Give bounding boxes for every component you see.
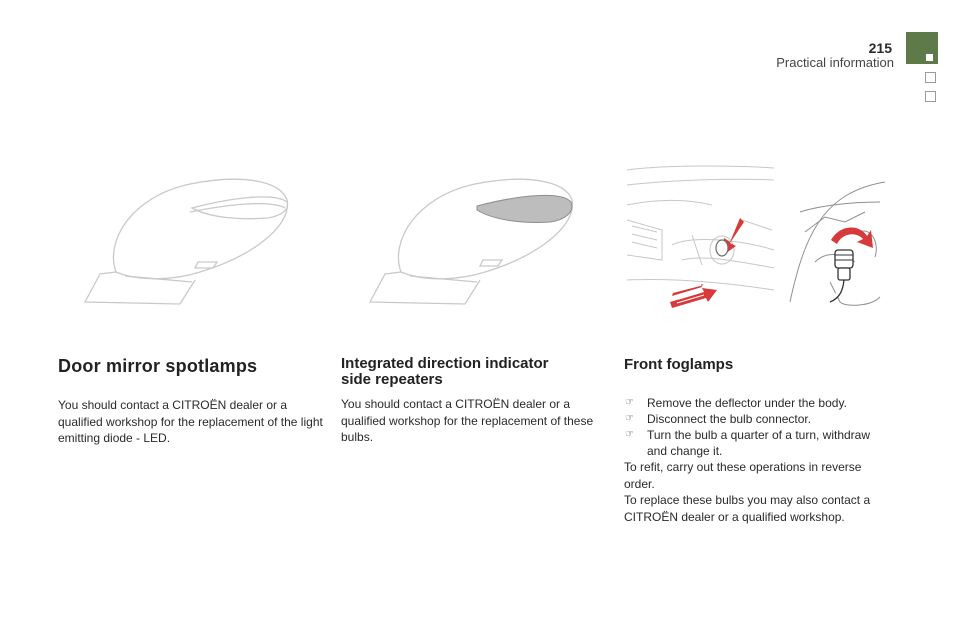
pointing-hand-icon: ☞ [625, 397, 634, 408]
section-title: Front foglamps [624, 356, 734, 373]
chapter-tab[interactable] [925, 72, 936, 83]
chapter-tab-active[interactable] [906, 32, 938, 64]
tab-marker-icon [926, 54, 933, 61]
door-mirror-spotlamp-illustration [80, 172, 295, 312]
front-foglamps-section [624, 356, 886, 525]
chapter-tab[interactable] [925, 91, 936, 102]
section-title: Door mirror spotlamps [58, 356, 258, 376]
foglamp-bulb-removal-illustration [785, 172, 890, 312]
front-bumper-foglamp-illustration [622, 160, 777, 320]
procedure-step [624, 395, 886, 411]
procedure-step [624, 427, 886, 459]
section-title-line2: side repeaters [341, 371, 443, 388]
procedure-steps [624, 395, 886, 459]
page-number: 215 [868, 40, 892, 56]
procedure-step [624, 411, 886, 427]
pointing-hand-icon: ☞ [625, 413, 634, 424]
side-repeater-mirror-illustration [365, 172, 580, 312]
step-text: Turn the bulb a quarter of a turn, withdraw and change it. [647, 428, 871, 458]
section-text: You should contact a CITROËN dealer or a qualified workshop for the replacement of these bulbs. [341, 397, 594, 444]
step-text: Remove the deflector under the body. [647, 396, 847, 410]
section-title-line1: Integrated direction indicator [341, 355, 549, 372]
step-text: Disconnect the bulb connector. [647, 412, 812, 426]
dealer-text: To replace these bulbs you may also contact a CITROËN dealer or a qualified workshop. [624, 493, 871, 524]
door-mirror-section [58, 356, 328, 447]
chapter-title: Practical information [776, 55, 894, 70]
side-repeaters-section [341, 356, 611, 446]
refit-text: To refit, carry out these operations in reverse order. [624, 460, 862, 491]
section-text: You should contact a CITROËN dealer or a qualified workshop for the replacement of the light emitting diode - LED. [58, 398, 323, 445]
pointing-hand-icon: ☞ [625, 429, 634, 440]
section-title [341, 356, 611, 388]
